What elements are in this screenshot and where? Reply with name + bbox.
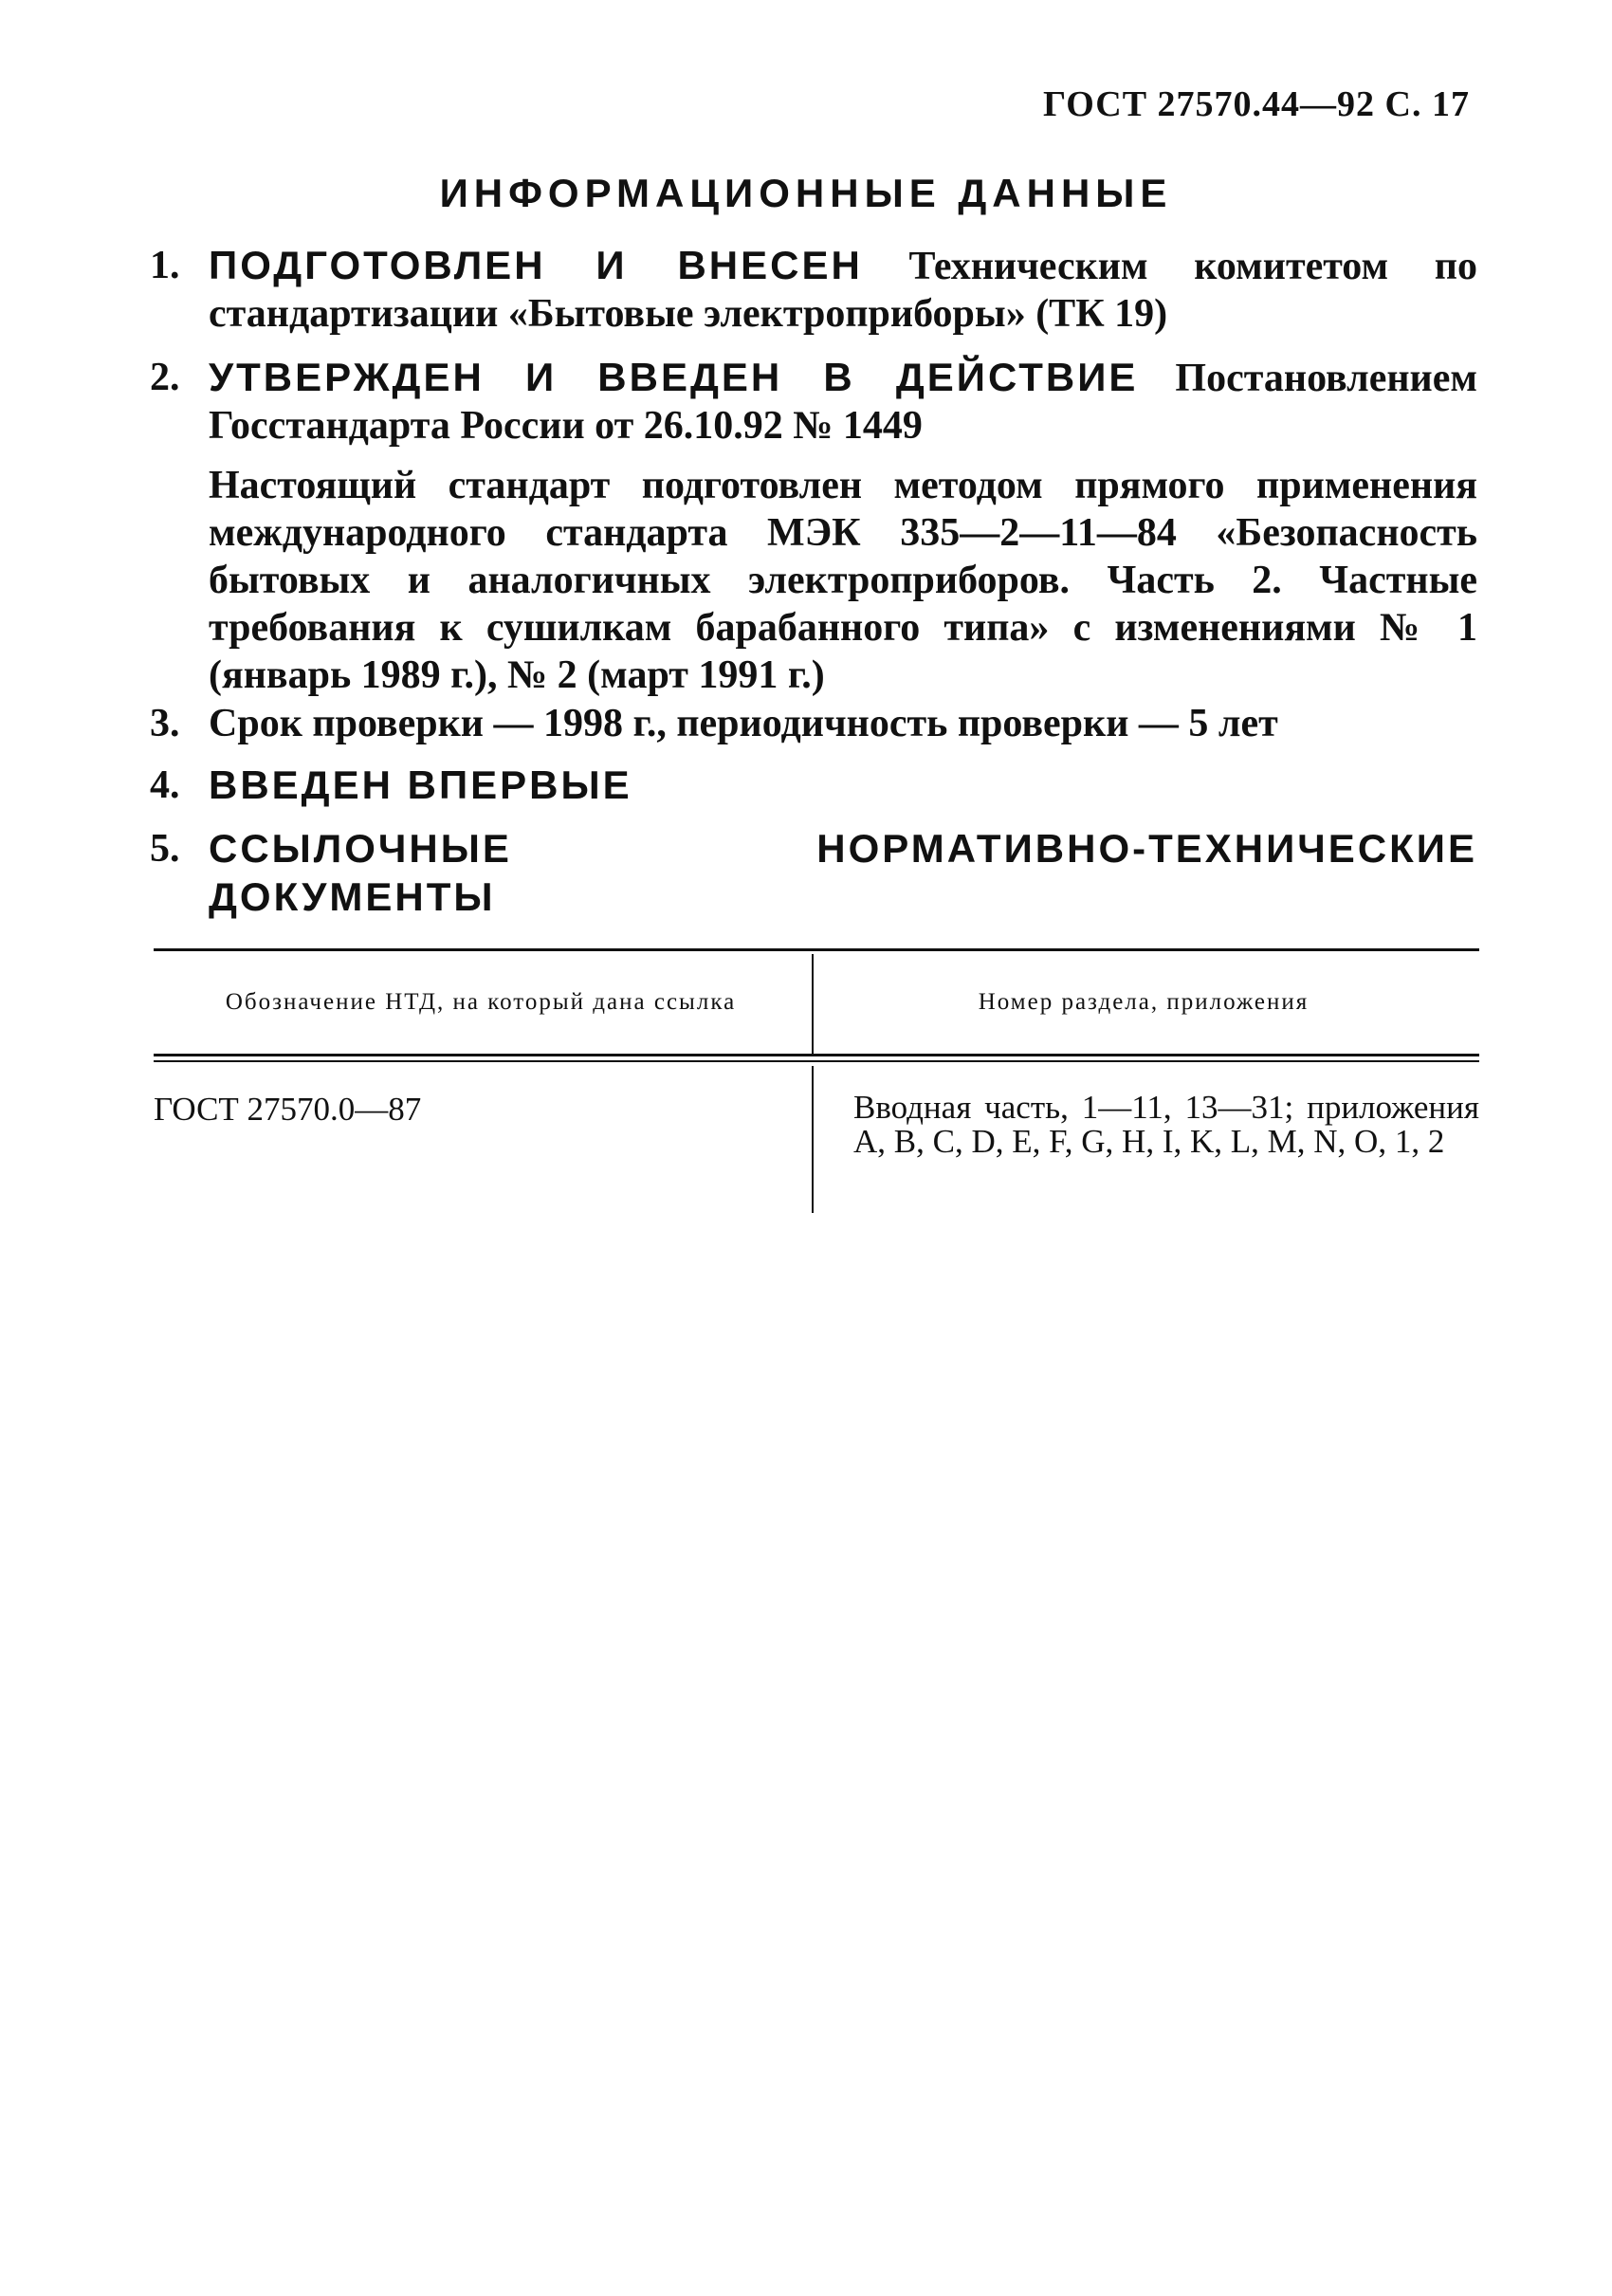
column-header-sections: Номер раздела, приложения bbox=[978, 989, 1310, 1015]
list-item-1 bbox=[150, 242, 1477, 338]
body-divider bbox=[812, 1066, 814, 1213]
item-heading: УТВЕРЖДЕН И ВВЕДЕН В ДЕЙСТВИЕ bbox=[209, 355, 1139, 399]
item-number: 1. bbox=[150, 244, 180, 287]
item-number: 4. bbox=[150, 763, 180, 807]
list-item-2 bbox=[150, 354, 1477, 450]
item-heading: ВВЕДЕН ВПЕРВЫЕ bbox=[209, 762, 632, 807]
list-item-5 bbox=[150, 825, 1477, 922]
item-number: 5. bbox=[150, 827, 180, 871]
cell-designation: ГОСТ 27570.0—87 bbox=[154, 1091, 422, 1128]
table-header bbox=[154, 951, 1479, 1054]
list-item-3 bbox=[150, 700, 1477, 747]
page-header: ГОСТ 27570.44—92 С. 17 bbox=[1043, 84, 1470, 124]
item-text: Техническим комитетом по стандартизации «Бытовые электроприборы» (ТК 19) bbox=[209, 245, 1477, 336]
cell-sections: Вводная часть, 1—11, 13—31; приложения A, B, C, D, E, F, G, H, I, K, L, M, N, O, 1, 2 bbox=[853, 1089, 1479, 1160]
list-item-4 bbox=[150, 762, 1477, 810]
header-divider bbox=[812, 954, 814, 1056]
item-heading: ПОДГОТОВЛЕН И ВНЕСЕН bbox=[209, 243, 863, 287]
column-header-designation: Обозначение НТД, на который дана ссылка bbox=[225, 989, 737, 1015]
standard-note: Настоящий стандарт подготовлен методом прямого применения международного стандарта МЭК 335—2—11—84 «Безопасность бытовых и аналогичных электроприборов. Часть 2. Частные требования к сушилкам барабанного типа» с изменениями № 1 (январь 1989 г.), № 2 (март 1991 г.) bbox=[209, 464, 1477, 697]
item-text: Срок проверки — 1998 г., периодичность проверки — 5 лет bbox=[209, 702, 1278, 745]
item-number: 3. bbox=[150, 702, 180, 745]
item-heading: ССЫЛОЧНЫЕ НОРМАТИВНО-ТЕХНИЧЕСКИЕ ДОКУМЕНТЫ bbox=[209, 826, 1477, 919]
header-rule bbox=[154, 1054, 1479, 1056]
item-number: 2. bbox=[150, 356, 180, 399]
references-table bbox=[154, 948, 1479, 1233]
page-title: ИНФОРМАЦИОННЫЕ ДАННЫЕ bbox=[439, 171, 1173, 215]
table-row bbox=[154, 1062, 1479, 1233]
item-text: Постановлением Госстандарта России от 26.10.92 № 1449 bbox=[209, 357, 1477, 448]
